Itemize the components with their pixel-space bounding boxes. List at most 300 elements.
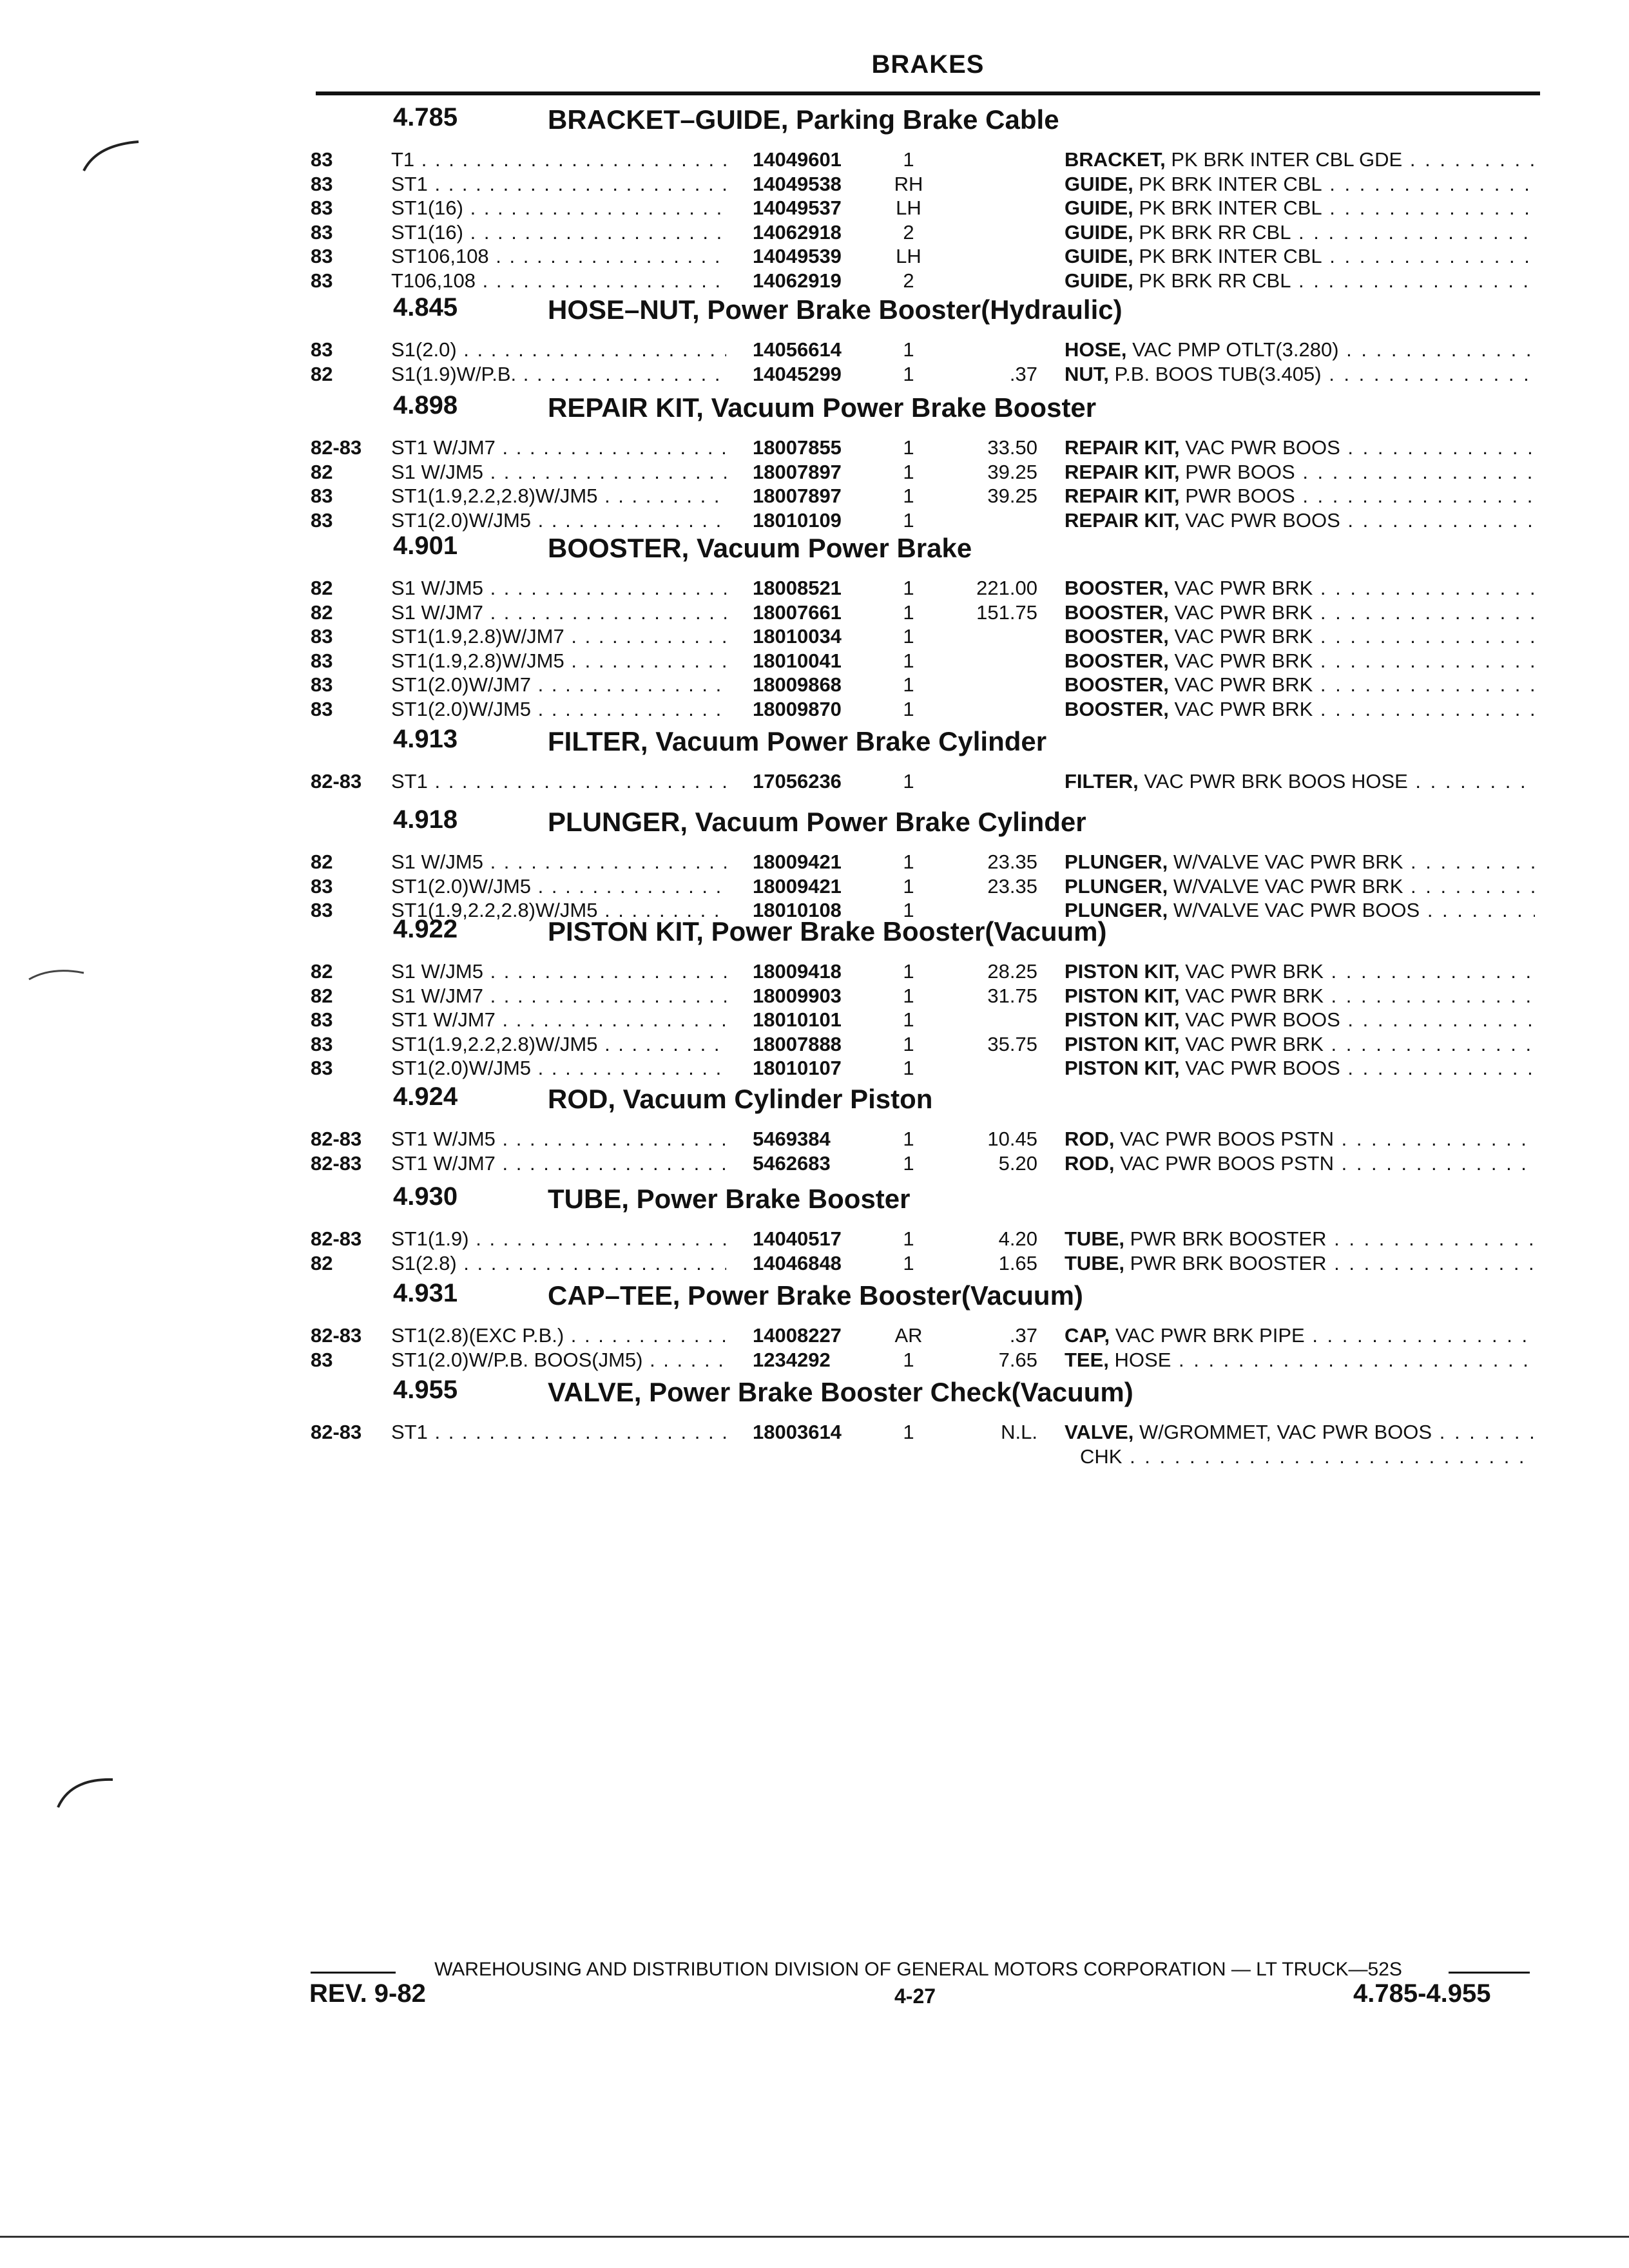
- description-detail: W/VALVE VAC PWR BOOS: [1173, 899, 1420, 921]
- model-year: 82-83: [311, 1151, 362, 1175]
- description-detail: PK BRK INTER CBL GDE: [1171, 148, 1403, 171]
- bottom-rule: [0, 2236, 1629, 2238]
- model-application: ST1 . . .: [391, 1421, 726, 1444]
- part-row: [0, 245, 1629, 269]
- quantity: 1: [903, 362, 914, 385]
- model-application: S1 W/JM5 . . .: [391, 461, 726, 484]
- part-row: [0, 625, 1629, 649]
- model-application: ST1 W/JM7 . . .: [391, 436, 726, 459]
- part-description: [1065, 899, 1535, 922]
- part-description: [1065, 509, 1535, 532]
- part-description: [1065, 770, 1535, 793]
- part-description: [1065, 173, 1535, 196]
- part-row: [0, 960, 1629, 985]
- quantity: 1: [903, 1227, 914, 1250]
- part-description: [1065, 461, 1535, 484]
- price: .37: [1009, 362, 1037, 385]
- part-description: [1065, 875, 1535, 898]
- part-row: [0, 850, 1629, 875]
- quantity: 1: [903, 625, 914, 648]
- footer-revision: REV. 9-82: [309, 1979, 426, 2008]
- description-detail: VAC PWR BRK: [1174, 601, 1313, 624]
- part-number: 14045299: [749, 363, 842, 386]
- quantity: 1: [903, 148, 914, 171]
- description-noun: BOOSTER,: [1065, 673, 1169, 696]
- part-number: 18010101: [749, 1008, 842, 1032]
- section-title: PISTON KIT, Power Brake Booster(Vacuum): [548, 916, 1107, 947]
- part-description: [1065, 1349, 1535, 1372]
- description-noun: REPAIR KIT,: [1065, 436, 1180, 459]
- part-number: 18009418: [749, 960, 842, 983]
- description-noun: BOOSTER,: [1065, 625, 1169, 648]
- description-detail: W/GROMMET, VAC PWR BOOS: [1139, 1421, 1432, 1443]
- quantity: 1: [903, 649, 914, 672]
- model-application: ST1 . . .: [391, 173, 726, 196]
- part-row: [0, 698, 1629, 722]
- model-application: ST106,108 . . .: [391, 245, 726, 268]
- part-description: [1065, 1152, 1535, 1175]
- model-application: T106,108 . . .: [391, 269, 726, 293]
- model-year: 83: [311, 649, 333, 672]
- part-number: 5469384: [749, 1128, 831, 1151]
- model-year: 82: [311, 1251, 333, 1274]
- model-year: 83: [311, 625, 333, 648]
- description-detail: HOSE: [1114, 1348, 1171, 1371]
- description-detail: VAC PWR BRK PIPE: [1115, 1324, 1305, 1347]
- part-row: [0, 1324, 1629, 1349]
- part-row: [0, 985, 1629, 1009]
- description-detail: PWR BOOS: [1185, 460, 1295, 483]
- section-title: BOOSTER, Vacuum Power Brake: [548, 533, 972, 563]
- section-title: VALVE, Power Brake Booster Check(Vacuum): [548, 1377, 1133, 1407]
- quantity: 1: [903, 874, 914, 898]
- description-detail: VAC PWR BRK: [1174, 697, 1313, 720]
- part-number: 18009870: [749, 698, 842, 721]
- quantity: 1: [903, 1348, 914, 1371]
- description-detail: VAC PWR BOOS: [1185, 508, 1340, 532]
- part-row: [0, 1349, 1629, 1373]
- model-year: 83: [311, 1008, 333, 1031]
- model-application: ST1 W/JM5 . . .: [391, 1128, 726, 1151]
- quantity: 1: [903, 673, 914, 696]
- model-application: S1 W/JM5 . . .: [391, 850, 726, 874]
- part-row: [0, 363, 1629, 387]
- model-year: 82-83: [311, 436, 362, 459]
- model-year: 82: [311, 850, 333, 873]
- description-noun: ROD,: [1065, 1128, 1115, 1150]
- section-number: 4.785: [393, 103, 458, 131]
- part-row: [0, 173, 1629, 197]
- model-application: S1 W/JM7 . . .: [391, 985, 726, 1008]
- part-row: [0, 148, 1629, 173]
- model-year: 83: [311, 1057, 333, 1079]
- quantity: LH: [896, 197, 921, 219]
- quantity: 1: [903, 850, 914, 873]
- part-row: [0, 673, 1629, 698]
- part-number: 18009421: [749, 875, 842, 898]
- description-noun: BOOSTER,: [1065, 649, 1169, 672]
- description-detail: VAC PWR BOOS PSTN: [1120, 1128, 1334, 1150]
- part-description: [1065, 245, 1535, 268]
- model-year: 83: [311, 508, 333, 532]
- model-year: 83: [311, 874, 333, 898]
- model-year: 83: [311, 1032, 333, 1055]
- model-application: ST1(1.9,2.2,2.8)W/JM5 . . .: [391, 1033, 726, 1056]
- part-row: [0, 577, 1629, 601]
- model-year: 82: [311, 362, 333, 385]
- description-detail: VAC PWR BOOS PSTN: [1120, 1151, 1334, 1175]
- description-detail: VAC PWR BRK BOOS HOSE: [1144, 770, 1408, 793]
- quantity: 2: [903, 220, 914, 244]
- description-detail: P.B. BOOS TUB(3.405): [1114, 362, 1322, 385]
- quantity: LH: [896, 245, 921, 267]
- part-description: [1065, 649, 1535, 673]
- quantity: 1: [903, 436, 914, 459]
- part-number: 14049601: [749, 148, 842, 171]
- part-row: [0, 1128, 1629, 1152]
- part-row: [0, 436, 1629, 461]
- section-title: PLUNGER, Vacuum Power Brake Cylinder: [548, 807, 1086, 837]
- quantity: AR: [894, 1324, 923, 1347]
- part-description: [1065, 698, 1535, 721]
- section-title: FILTER, Vacuum Power Brake Cylinder: [548, 726, 1047, 756]
- section-title: ROD, Vacuum Cylinder Piston: [548, 1084, 933, 1114]
- part-description: [1065, 1128, 1535, 1151]
- price: 221.00: [976, 577, 1037, 599]
- part-row: [0, 461, 1629, 485]
- description-noun: GUIDE,: [1065, 269, 1133, 292]
- quantity: 1: [903, 1151, 914, 1175]
- part-number: 14056614: [749, 338, 842, 361]
- quantity: 1: [903, 338, 914, 361]
- description-noun: PLUNGER,: [1065, 850, 1168, 873]
- part-number: 14046848: [749, 1252, 842, 1275]
- part-description: [1065, 985, 1535, 1008]
- part-row: [0, 509, 1629, 533]
- part-number: 18010107: [749, 1057, 842, 1080]
- part-description: [1065, 148, 1535, 171]
- model-year: 83: [311, 697, 333, 720]
- part-description: [1065, 625, 1535, 648]
- part-number: 18010108: [749, 899, 842, 922]
- description-noun: GUIDE,: [1065, 197, 1133, 219]
- part-description: [1065, 577, 1535, 600]
- model-application: S1(2.0) . . .: [391, 338, 726, 361]
- model-year: 83: [311, 148, 333, 171]
- footer-range: 4.785-4.955: [1353, 1979, 1491, 2008]
- model-year: 82: [311, 984, 333, 1007]
- part-number: 18010109: [749, 509, 842, 532]
- section-number: 4.898: [393, 391, 458, 419]
- description-detail: VAC PMP OTLT(3.280): [1132, 338, 1339, 361]
- description-noun: REPAIR KIT,: [1065, 508, 1180, 532]
- part-row: [0, 601, 1629, 626]
- part-number: 18008521: [749, 577, 842, 600]
- part-row: [0, 1252, 1629, 1276]
- part-number: 18009868: [749, 673, 842, 697]
- part-description: [1065, 1324, 1535, 1347]
- part-row: [0, 485, 1629, 509]
- part-number: 18007897: [749, 461, 842, 484]
- model-application: ST1(1.9,2.8)W/JM7 . . .: [391, 625, 726, 648]
- part-number: 14008227: [749, 1324, 842, 1347]
- footer-page-number: 4-27: [894, 1984, 936, 2008]
- quantity: 1: [903, 1008, 914, 1031]
- section-number: 4.930: [393, 1182, 458, 1211]
- section-number: 4.918: [393, 805, 458, 834]
- scan-mark: [77, 135, 148, 174]
- part-number: 18007888: [749, 1033, 842, 1056]
- description-noun: PISTON KIT,: [1065, 960, 1180, 983]
- model-year: 82-83: [311, 1421, 362, 1443]
- header-rule: [316, 91, 1540, 95]
- price: 35.75: [987, 1032, 1037, 1055]
- part-row: [0, 1421, 1629, 1468]
- model-application: S1(2.8) . . .: [391, 1252, 726, 1275]
- model-application: S1(1.9)W/P.B. . . .: [391, 363, 726, 386]
- quantity: 1: [903, 697, 914, 720]
- price: 4.20: [998, 1227, 1037, 1250]
- scan-mark: [52, 1772, 122, 1811]
- price: N.L.: [1001, 1421, 1037, 1443]
- quantity: 1: [903, 1251, 914, 1274]
- description-noun: CAP,: [1065, 1324, 1110, 1347]
- price: .37: [1009, 1324, 1037, 1347]
- model-year: 83: [311, 197, 333, 219]
- scan-mark: [26, 960, 90, 986]
- model-application: ST1(1.9,2.2,2.8)W/JM5 . . .: [391, 485, 726, 508]
- part-description: [1065, 221, 1535, 244]
- quantity: 1: [903, 601, 914, 624]
- price: 5.20: [998, 1151, 1037, 1175]
- model-application: S1 W/JM5 . . .: [391, 960, 726, 983]
- part-number: 14062918: [749, 221, 842, 244]
- section-number: 4.924: [393, 1082, 458, 1111]
- part-number: 18007897: [749, 485, 842, 508]
- section-number: 4.913: [393, 725, 458, 753]
- quantity: 1: [903, 485, 914, 507]
- part-number: 18007855: [749, 436, 842, 459]
- part-description: [1065, 1033, 1535, 1056]
- price: 39.25: [987, 485, 1037, 507]
- description-detail: VAC PWR BRK: [1174, 673, 1313, 696]
- quantity: RH: [894, 172, 923, 195]
- model-year: 82-83: [311, 1227, 362, 1250]
- part-description: [1065, 1008, 1535, 1032]
- description-noun: PISTON KIT,: [1065, 984, 1180, 1007]
- model-year: 83: [311, 269, 333, 292]
- description-detail: PK BRK INTER CBL: [1139, 197, 1322, 219]
- part-number: 1234292: [749, 1349, 831, 1372]
- part-number: 17056236: [749, 770, 842, 793]
- description-noun: TUBE,: [1065, 1251, 1124, 1274]
- description-detail: VAC PWR BOOS: [1185, 1057, 1340, 1079]
- part-row: [0, 221, 1629, 245]
- model-year: 83: [311, 673, 333, 696]
- part-description: [1065, 960, 1535, 983]
- model-year: 83: [311, 220, 333, 244]
- section-number: 4.922: [393, 915, 458, 943]
- model-year: 83: [311, 485, 333, 507]
- section-number: 4.901: [393, 532, 458, 560]
- description-noun: TEE,: [1065, 1348, 1109, 1371]
- part-description: [1065, 601, 1535, 624]
- model-year: 82-83: [311, 1128, 362, 1150]
- description-detail: VAC PWR BRK: [1185, 960, 1324, 983]
- part-row: [0, 269, 1629, 294]
- part-row: [0, 649, 1629, 674]
- quantity: 1: [903, 1128, 914, 1150]
- description-noun: BOOSTER,: [1065, 601, 1169, 624]
- part-description: [1065, 363, 1535, 386]
- quantity: 1: [903, 960, 914, 983]
- part-number: 18009903: [749, 985, 842, 1008]
- quantity: 1: [903, 460, 914, 483]
- model-year: 83: [311, 338, 333, 361]
- price: 33.50: [987, 436, 1037, 459]
- model-application: ST1(2.8)(EXC P.B.) . . .: [391, 1324, 726, 1347]
- price: 31.75: [987, 984, 1037, 1007]
- description-detail: VAC PWR BOOS: [1185, 1008, 1340, 1031]
- model-application: ST1(16) . . .: [391, 197, 726, 220]
- description-detail: PK BRK RR CBL: [1139, 220, 1291, 244]
- description-detail: VAC PWR BRK: [1185, 1032, 1324, 1055]
- description-noun: PISTON KIT,: [1065, 1032, 1180, 1055]
- part-description: [1065, 338, 1535, 361]
- part-description: [1065, 485, 1535, 508]
- model-year: 83: [311, 172, 333, 195]
- description-detail: PK BRK INTER CBL: [1139, 245, 1322, 267]
- description-noun: PISTON KIT,: [1065, 1057, 1180, 1079]
- part-row: [0, 338, 1629, 363]
- model-year: 82-83: [311, 770, 362, 793]
- price: 39.25: [987, 460, 1037, 483]
- model-application: ST1(1.9,2.8)W/JM5 . . .: [391, 649, 726, 673]
- description-noun: PLUNGER,: [1065, 874, 1168, 898]
- model-application: ST1(1.9) . . .: [391, 1227, 726, 1251]
- part-description: [1065, 850, 1535, 874]
- price: 23.35: [987, 850, 1037, 873]
- model-year: 82: [311, 460, 333, 483]
- part-description: [1065, 1252, 1535, 1275]
- description-noun: TUBE,: [1065, 1227, 1124, 1250]
- description-noun: BOOSTER,: [1065, 697, 1169, 720]
- section-title: CAP–TEE, Power Brake Booster(Vacuum): [548, 1280, 1083, 1311]
- quantity: 1: [903, 770, 914, 793]
- quantity: 1: [903, 577, 914, 599]
- part-number: 14049539: [749, 245, 842, 268]
- part-description: [1065, 673, 1535, 697]
- model-year: 83: [311, 245, 333, 267]
- section-title: BRACKET–GUIDE, Parking Brake Cable: [548, 104, 1059, 135]
- price: 151.75: [976, 601, 1037, 624]
- part-row: [0, 770, 1629, 794]
- description-detail: VAC PWR BOOS: [1185, 436, 1340, 459]
- footer-division: WAREHOUSING AND DISTRIBUTION DIVISION OF GENERAL MOTORS CORPORATION — LT TRUCK—52S: [434, 1959, 1402, 1980]
- model-application: ST1 W/JM7 . . .: [391, 1008, 726, 1032]
- price: 28.25: [987, 960, 1037, 983]
- quantity: 1: [903, 984, 914, 1007]
- model-year: 83: [311, 899, 333, 921]
- description-noun: NUT,: [1065, 362, 1109, 385]
- part-row: [0, 1008, 1629, 1033]
- model-year: 82: [311, 960, 333, 983]
- part-description: [1065, 1421, 1535, 1444]
- description-noun: ROD,: [1065, 1151, 1115, 1175]
- model-application: ST1(2.0)W/JM5 . . .: [391, 698, 726, 721]
- description-detail: VAC PWR BRK: [1174, 577, 1313, 599]
- description-detail: VAC PWR BRK: [1174, 649, 1313, 672]
- part-number: 14049537: [749, 197, 842, 220]
- description-noun: BRACKET,: [1065, 148, 1166, 171]
- quantity: 1: [903, 1421, 914, 1443]
- description-noun: VALVE,: [1065, 1421, 1134, 1443]
- description-noun: BOOSTER,: [1065, 577, 1169, 599]
- model-application: ST1 . . .: [391, 770, 726, 793]
- description-noun: GUIDE,: [1065, 172, 1133, 195]
- quantity: 1: [903, 1032, 914, 1055]
- description-detail: W/VALVE VAC PWR BRK: [1173, 850, 1403, 873]
- model-application: ST1(2.0)W/JM5 . . .: [391, 875, 726, 898]
- part-description: [1065, 1057, 1535, 1080]
- section-number: 4.931: [393, 1279, 458, 1307]
- part-number: 18010041: [749, 649, 842, 673]
- part-row: [0, 1152, 1629, 1177]
- description-noun: PISTON KIT,: [1065, 1008, 1180, 1031]
- section-number: 4.955: [393, 1376, 458, 1404]
- model-year: 82: [311, 601, 333, 624]
- price: 10.45: [987, 1128, 1037, 1150]
- description-noun: REPAIR KIT,: [1065, 485, 1180, 507]
- quantity: 1: [903, 508, 914, 532]
- description-detail: VAC PWR BRK: [1174, 625, 1313, 648]
- description-noun: HOSE,: [1065, 338, 1127, 361]
- section-number: 4.845: [393, 293, 458, 322]
- description-continuation: CHK . . .: [1080, 1445, 1535, 1468]
- section-title: HOSE–NUT, Power Brake Booster(Hydraulic): [548, 294, 1123, 325]
- model-application: T1 . . .: [391, 148, 726, 171]
- description-detail: W/VALVE VAC PWR BRK: [1173, 874, 1403, 898]
- part-description: [1065, 269, 1535, 293]
- part-row: [0, 1057, 1629, 1081]
- quantity: 1: [903, 1057, 914, 1079]
- model-application: S1 W/JM7 . . .: [391, 601, 726, 624]
- part-description: [1065, 197, 1535, 220]
- part-number: 18010034: [749, 625, 842, 648]
- page-title: BRAKES: [871, 50, 985, 79]
- part-number: 5462683: [749, 1152, 831, 1175]
- description-detail: VAC PWR BRK: [1185, 984, 1324, 1007]
- model-application: S1 W/JM5 . . .: [391, 577, 726, 600]
- description-noun: GUIDE,: [1065, 245, 1133, 267]
- model-year: 82: [311, 577, 333, 599]
- description-noun: REPAIR KIT,: [1065, 460, 1180, 483]
- model-year: 83: [311, 1348, 333, 1371]
- section-title: REPAIR KIT, Vacuum Power Brake Booster: [548, 392, 1097, 423]
- part-description: [1065, 436, 1535, 459]
- price: 1.65: [998, 1251, 1037, 1274]
- model-application: ST1(1.9,2.2,2.8)W/JM5 . . .: [391, 899, 726, 922]
- part-number: 14062919: [749, 269, 842, 293]
- description-noun: FILTER,: [1065, 770, 1139, 793]
- section-title: TUBE, Power Brake Booster: [548, 1184, 911, 1214]
- part-number: 14040517: [749, 1227, 842, 1251]
- price: 23.35: [987, 874, 1037, 898]
- model-application: ST1(2.0)W/P.B. BOOS(JM5) . . .: [391, 1349, 726, 1372]
- price: 7.65: [998, 1348, 1037, 1371]
- part-number: 18003614: [749, 1421, 842, 1444]
- part-number: 18009421: [749, 850, 842, 874]
